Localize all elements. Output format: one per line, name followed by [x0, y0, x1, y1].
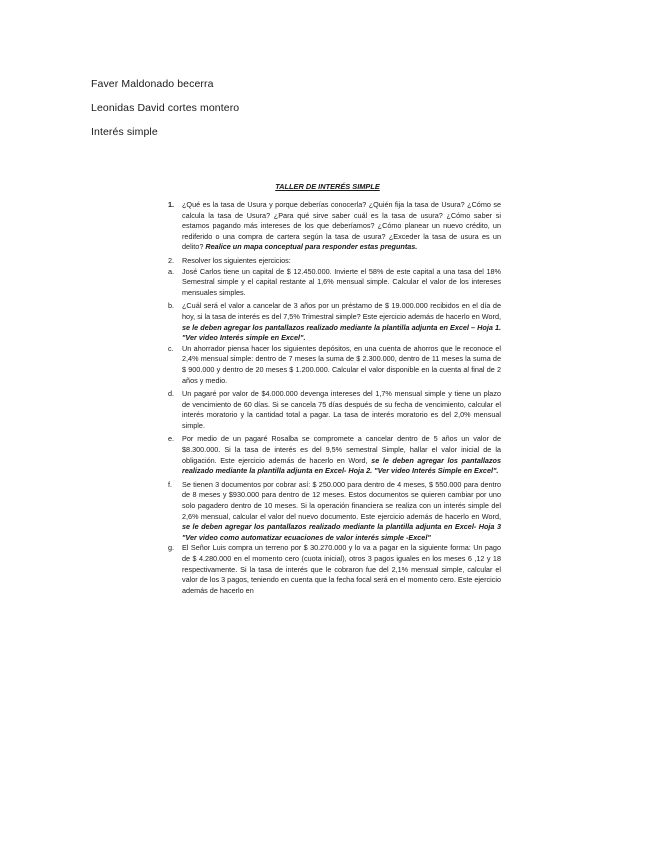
author-name-1: Faver Maldonado becerra	[91, 78, 214, 90]
exercise-a	[168, 267, 501, 299]
author-name-2: Leonidas David cortes montero	[91, 102, 240, 114]
item-text	[182, 200, 501, 253]
item-text	[182, 480, 501, 544]
item-marker: c.	[168, 343, 174, 353]
exercise-text: ¿Cuál será el valor a cancelar de 3 años por un préstamo de $ 19.000.000 recibidos en el día de hoy, si la tasa de interés es del 7,5% Trimestral simple? Este ejercicio además de hacerlo en Word,	[182, 301, 501, 321]
exercise-d	[168, 389, 501, 431]
exercise-f	[168, 480, 501, 544]
item-text	[182, 301, 501, 343]
exercise-instruction: se le deben agregar los pantallazos realizado mediante la plantilla adjunta en Excel- Hoja 3 "Ver video como automatizar ecuaciones de valor interés simple -Excel"	[182, 522, 501, 542]
question-text: ¿Qué es la tasa de Usura y porque deberías conocerla? ¿Quién fija la tasa de Usura? ¿Cómo se calcula la tasa de Usura? ¿Para qué sirve saber cuál es la tasa de usura? ¿Cómo saber si estamos pagando más intereses de los que deberíamos? ¿Cómo planear un nuevo crédito, un rediferido o una compra de cartera según la tasa de usura? ¿Exceder la tasa de usura es un delito?	[182, 200, 501, 252]
item-marker: b.	[168, 301, 175, 311]
item-marker: g.	[168, 543, 175, 553]
document-title: TALLER DE INTERÉS SIMPLE	[275, 182, 380, 191]
exercise-instruction: se le deben agregar los pantallazos realizado mediante la plantilla adjunta en Excel- Hoja 2. "Ver video Interés Simple en Excel".	[182, 455, 501, 476]
item-marker: e.	[168, 434, 175, 444]
question-2	[168, 256, 501, 267]
document-body	[168, 200, 501, 596]
item-text: Un pagaré por valor de $4.000.000 devenga intereses del 1,7% mensual simple y tiene un plazo de vencimiento de 60 días. Si se cancela 75 días después de su fecha de vencimiento, calcular el interés moratorio y la cantidad total a pagar. La tasa de interés moratorio es del 2,0% mensual simple.	[182, 389, 501, 430]
item-text: José Carlos tiene un capital de $ 12.450.000. Invierte el 58% de este capital a una tasa del 18% Semestral simple y el capital restante al 1,6% mensual simple. Calcular el valor de los intereses mensuales simples.	[182, 266, 501, 297]
item-marker: f.	[168, 479, 173, 489]
item-marker: 1.	[168, 200, 175, 209]
item-marker: d.	[168, 389, 175, 399]
question-1	[168, 200, 501, 253]
question-instruction: Realice un mapa conceptual para responder estas preguntas.	[205, 242, 418, 252]
exercise-e	[168, 434, 501, 476]
item-text: Un ahorrador piensa hacer los siguientes depósitos, en una cuenta de ahorros que le reconoce el 2,4% mensual simple: dentro de 7 meses la suma de $ 2.300.000, dentro de 11 meses la suma de $ 900.000 y dentro de 20 meses $ 1.200.000. Calcular el valor disponible en la cuenta al final de 2 años y medio.	[182, 343, 501, 385]
item-text	[182, 434, 501, 476]
item-marker: 2.	[168, 255, 175, 265]
item-text: Resolver los siguientes ejercicios:	[182, 255, 291, 265]
item-text: El Señor Luis compra un terreno por $ 30.270.000 y lo va a pagar en la siguiente forma: Un pago de $ 4.280.000 en el momento cero (cuota inicial), otros 3 pagos iguales en los meses 6 ,12 y 18 respectivamente. Si la tasa de interés que le cobraron fue del 2,1% mensual simple, calcular el valor de los 3 pagos, teniendo en cuenta que la fecha focal será en el momento cero. Este ejercicio además de hacerlo en	[182, 543, 501, 595]
exercise-c	[168, 344, 501, 386]
document-subject: Interés simple	[91, 126, 158, 138]
exercise-text: Por medio de un pagaré Rosalba se compromete a cancelar dentro de 5 años un valor de $8.300.000. Si la tasa de interés es del 9,5% semestral Simple, hallar el valor inicial de la obligación. Este ejercicio además de hacerlo en Word,	[182, 434, 501, 465]
exercise-instruction: se le deben agregar los pantallazos realizado mediante la plantilla adjunta en Excel – Hoja 1. "Ver video Interés simple en Excel".	[182, 322, 501, 343]
exercise-b	[168, 301, 501, 343]
exercise-text: Se tienen 3 documentos por cobrar así: $ 250.000 para dentro de 4 meses, $ 550.000 para dentro de 8 meses y $930.000 para dentro de 12 meses. Estos documentos se quieren cambiar por uno solo pagadero dentro de 10 meses. Si la operación financiera se realiza con un interés simple del 2,6% mensual, calcular el valor del nuevo documento. Este ejercicio además de hacerlo en Word,	[182, 479, 501, 521]
exercise-g	[168, 543, 501, 596]
item-marker: a.	[168, 266, 175, 276]
